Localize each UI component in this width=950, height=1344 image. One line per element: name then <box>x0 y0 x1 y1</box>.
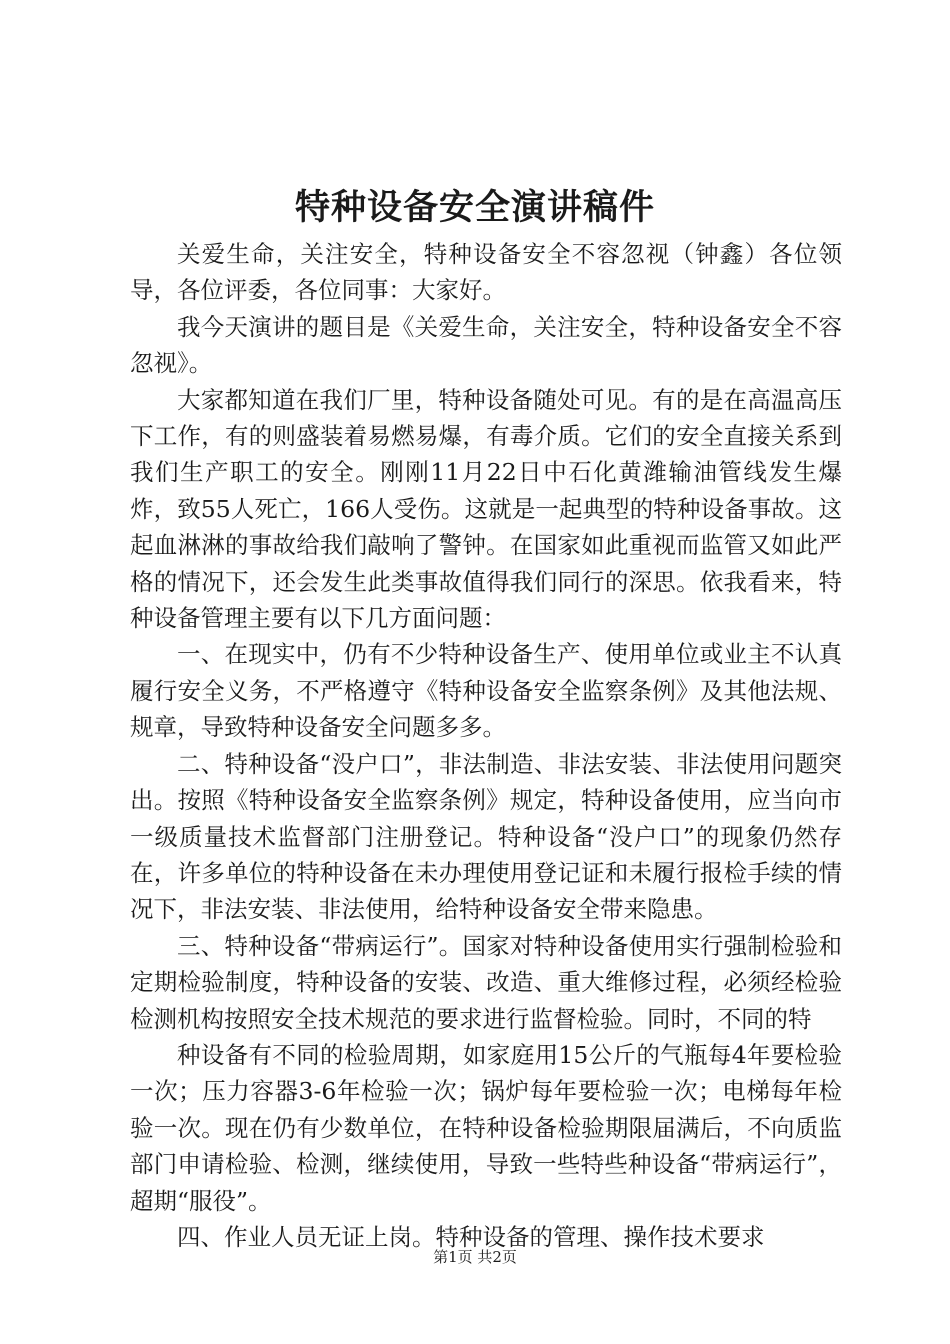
paragraph-topic: 我今天演讲的题目是《关爱生命，关注安全，特种设备安全不容忽视》。 <box>130 312 842 378</box>
document-title: 特种设备安全演讲稿件 <box>294 188 655 228</box>
paragraph-greeting: 关爱生命，关注安全，特种设备安全不容忽视（钟鑫）各位领导，各位评委，各位同事：大家好。 <box>130 240 842 305</box>
paragraph-intro: 大家都知道在我们厂里，特种设备随处可见。有的是在高温高压下工作，有的则盛装着易燃易爆，有毒介质。它们的安全直接关系到我们生产职工的安全。刚刚11月22日中石化黄潍输油管线发生爆炸，致55人死亡，166人受伤。这就是一起典型的特种设备事故。这起血淋淋的事故给我们敲响了警钟。在国家如此重视而监管又如此严格的情况下，还会发生此类事故值得我们同行的深思。依我看来，特种设备管理主要有以下几方面问题： <box>130 385 842 633</box>
document-body <box>130 236 842 1255</box>
paragraph-point-3-continued: 种设备有不同的检验周期，如家庭用15公斤的气瓶每4年要检验一次；压力容器3-6年检验一次；锅炉每年要检验一次；电梯每年检验一次。现在仍有少数单位，在特种设备检验期限届满后，不向质监部门申请检验、检测，继续使用，导致一些特些种设备“带病运行”，超期“服役”。 <box>130 1040 842 1215</box>
paragraph-point-1: 一、在现实中，仍有不少特种设备生产、使用单位或业主不认真履行安全义务，不严格遵守《特种设备安全监察条例》及其他法规、规章，导致特种设备安全问题多多。 <box>130 640 842 742</box>
paragraph-point-3: 三、特种设备“带病运行”。国家对特种设备使用实行强制检验和定期检验制度，特种设备的安装、改造、重大维修过程，必须经检验检测机构按照安全技术规范的要求进行监督检验。同时，不同的特 <box>130 931 842 1033</box>
paragraph-point-4: 四、作业人员无证上岗。特种设备的管理、操作技术要求 <box>177 1222 765 1251</box>
page-footer: 第1页 共2页 <box>433 1248 517 1266</box>
paragraph-point-2: 二、特种设备“没户口”，非法制造、非法安装、非法使用问题突出。按照《特种设备安全监察条例》规定，特种设备使用，应当向市一级质量技术监督部门注册登记。特种设备“没户口”的现象仍然存在，许多单位的特种设备在未办理使用登记证和未履行报检手续的情况下，非法安装、非法使用，给特种设备安全带来隐患。 <box>130 749 842 924</box>
